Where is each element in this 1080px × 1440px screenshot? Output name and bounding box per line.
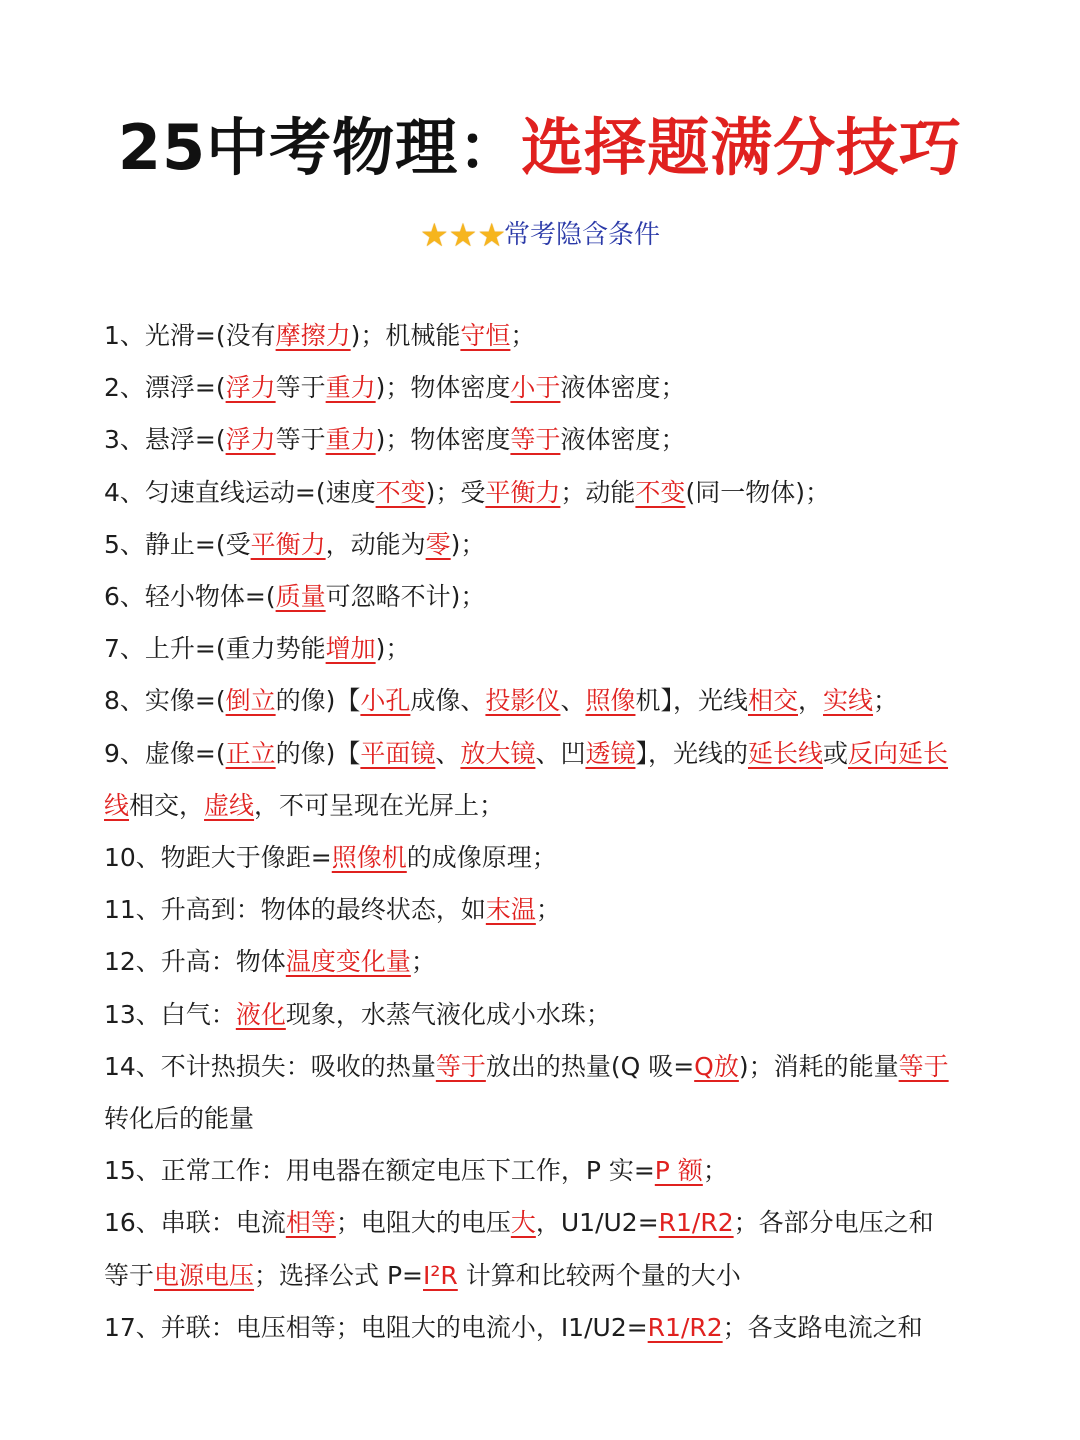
highlighted-term: Q放 [694,1051,739,1081]
highlighted-term: R1/R2 [647,1312,723,1342]
list-item [104,884,954,936]
highlighted-term: 投影仪 [485,686,561,716]
highlighted-term: 浮力 [225,425,276,455]
list-item [104,571,954,623]
highlighted-term: 平衡力 [485,477,561,507]
highlighted-term: 不变 [375,477,426,507]
list-item [104,362,954,414]
highlighted-term: 电源电压 [154,1260,255,1290]
item-text: 10、物距大于像距= [104,843,332,873]
highlighted-term: 实线 [823,686,874,716]
item-text: ；动能 [560,477,636,507]
item-text: 或 [823,738,849,768]
highlighted-term: 倒立 [225,686,276,716]
item-text: 等于 [275,425,326,455]
highlighted-term: R1/R2 [658,1208,734,1238]
highlighted-term: 小于 [510,373,561,403]
highlighted-term: 小孔 [360,686,411,716]
highlighted-term: 重力 [325,425,376,455]
list-item [104,1145,954,1197]
list-item [104,1197,954,1301]
item-text: 7、上升=(重力势能 [104,634,326,664]
highlighted-term: 照像 [585,686,636,716]
item-text: 9、虚像=( [104,738,226,768]
highlighted-term: 等于 [435,1051,486,1081]
list-item [104,832,954,884]
item-text: )；物体密度 [375,373,511,403]
item-text: 等于 [275,373,326,403]
title-prefix: 25中考物理： [117,111,522,184]
item-text: )；物体密度 [375,425,511,455]
item-text: 转化后的能量 [104,1104,255,1134]
highlighted-term: 平衡力 [250,529,326,559]
item-text: 放出的热量(Q 吸= [485,1051,695,1081]
item-text: 现象，水蒸气液化成小水珠； [285,999,611,1029]
highlighted-term: 反向延长线 [104,738,949,820]
highlighted-term: 液化 [235,999,286,1029]
highlighted-term: 增加 [325,634,376,664]
highlighted-term: 末温 [485,895,536,925]
highlighted-term: 相等 [285,1208,336,1238]
item-text: 、 [435,738,461,768]
item-text: ， [798,686,824,716]
item-text: ； [535,895,561,925]
item-text: 16、串联：电流 [104,1208,286,1238]
highlighted-term: 平面镜 [360,738,436,768]
highlighted-term: 放大镜 [460,738,536,768]
item-text: )；机械能 [350,321,461,350]
item-text: 5、静止=(受 [104,529,251,559]
item-text: 可忽略不计)； [325,582,486,612]
list-item [104,623,954,675]
item-text: 17、并联：电压相等；电阻大的电流小，I1/U2= [104,1312,648,1342]
page-title [0,98,1080,187]
list-item [104,989,954,1041]
list-item [104,1302,954,1354]
item-text: 11、升高到：物体的最终状态，如 [104,895,486,925]
item-text: 12、升高：物体 [104,947,286,977]
item-text: ；各部分电压之和等于 [104,1208,934,1290]
highlighted-term: 等于 [898,1051,949,1081]
highlighted-term: I²R [423,1260,458,1290]
item-text: ，U1/U2= [535,1208,659,1238]
item-text: 机】，光线 [635,686,748,716]
item-text: (同一物体)； [685,477,830,507]
item-text: ；各支路电流之和 [722,1312,923,1342]
item-text: 相交， [129,790,205,820]
item-text: 8、实像=( [104,686,226,716]
item-text: 、凹 [535,738,586,768]
highlighted-term: 照像机 [331,843,407,873]
highlighted-term: 虚线 [204,790,255,820]
highlighted-term: 浮力 [225,373,276,403]
condition-list [104,310,954,1354]
list-item [104,519,954,571]
item-text: ； [410,947,436,977]
highlighted-term: 相交 [747,686,798,716]
item-text: 3、悬浮=( [104,425,226,455]
list-item [104,728,954,832]
highlighted-term: 零 [425,529,451,559]
item-text: ，动能为 [325,529,426,559]
item-text: ；选择公式 P= [254,1260,424,1290]
item-text: 液体密度； [560,425,686,455]
highlighted-term: 重力 [325,373,376,403]
item-text: 15、正常工作：用电器在额定电压下工作，P 实= [104,1156,655,1186]
highlighted-term: 等于 [510,425,561,455]
highlighted-term: 延长线 [747,738,823,768]
item-text: 1、光滑=(没有 [104,321,276,350]
item-text: 、 [560,686,586,716]
item-text: )；受 [425,477,486,507]
item-text: 6、轻小物体=( [104,582,276,612]
list-item [104,675,954,727]
list-item [104,936,954,988]
highlighted-term: 不变 [635,477,686,507]
item-text: 的像)【 [275,686,361,716]
item-text: 的成像原理； [406,843,557,873]
item-text: 的像)【 [275,738,361,768]
subtitle-text: 常考隐含条件 [504,220,661,250]
item-text: 液体密度； [560,373,686,403]
item-text: 计算和比较两个量的大小 [457,1260,741,1290]
highlighted-term: 温度变化量 [285,947,411,977]
list-item [104,467,954,519]
item-text: 14、不计热损失：吸收的热量 [104,1051,436,1081]
highlighted-term: P 额 [654,1156,703,1186]
highlighted-term: 质量 [275,582,326,612]
highlighted-term: 守恒 [460,321,511,350]
item-text: 2、漂浮=( [104,373,226,403]
star-rating-icon: ★★★ [419,216,507,254]
item-text: ； [510,321,536,350]
list-item [104,1041,954,1145]
item-text: )； [375,634,411,664]
item-text: )；消耗的能量 [738,1051,899,1081]
item-text: )； [450,529,486,559]
item-text: 】，光线的 [635,738,748,768]
title-highlight: 选择题满分技巧 [521,111,963,184]
item-text: 成像、 [410,686,486,716]
item-text: ； [873,686,899,716]
highlighted-term: 大 [510,1208,536,1238]
highlighted-term: 摩擦力 [275,321,351,350]
list-item [104,414,954,466]
section-subtitle [0,214,1080,254]
highlighted-term: 正立 [225,738,276,768]
item-text: 13、白气： [104,999,236,1029]
highlighted-term: 透镜 [585,738,636,768]
item-text: ； [702,1156,728,1186]
item-text: 4、匀速直线运动=(速度 [104,477,376,507]
item-text: ；电阻大的电压 [335,1208,511,1238]
item-text: ，不可呈现在光屏上； [254,790,505,820]
list-item [104,310,954,362]
